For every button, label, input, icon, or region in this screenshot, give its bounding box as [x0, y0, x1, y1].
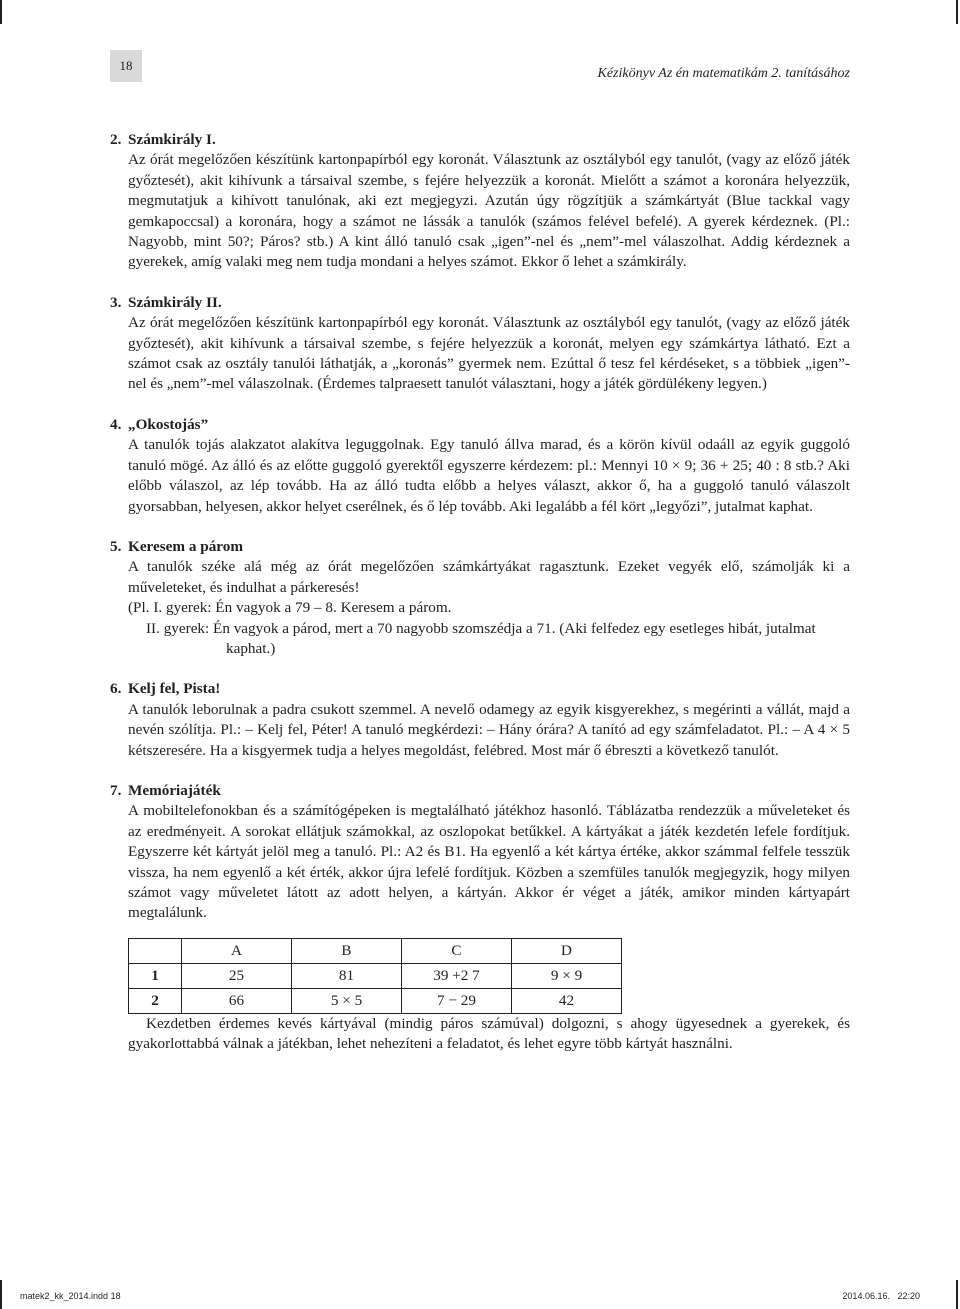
- section-5: [110, 537, 850, 659]
- section-text: A tanulók leborulnak a padra csukott szemmel. A nevelő odamegy az egyik kisgyerekhez, s megérinti a vállát, majd a nevén szólítja. Pl.: – Kelj fel, Péter! A tanuló megkérdezi: – Hány órára? A tanító ad egy számfeladatot. Pl.: – A 4 × 5 kétszeresére. Ha a kisgyermek tudja a helyes megoldást, felébred. Most már ő ébreszti a következő tanulót.: [128, 700, 850, 759]
- table-cell: 25: [182, 963, 292, 988]
- section-heading: 3. Számkirály II.: [110, 293, 222, 311]
- table-cell: 9 × 9: [512, 963, 622, 988]
- crop-mark-bottom-right: [956, 1280, 958, 1309]
- section-text: A mobiltelefonokban és a számítógépeken is megtalálható játékhoz hasonló. Táblázatba rendezzük a műveleteket és az eredményeit. A sorokat ellátjuk számokkal, az oszlopokat betűkkel. A kártyákat a játék kezdetén lefele fordítjuk. Egyszerre két kártyát jelöl meg a tanuló. Pl.: A2 és B1. Ha egyenlő a két kártya értéke, akkor számmal felfele tesszük vissza, ha nem egyenlő a két érték, akkor újra lefelé fordítjuk. Közben a szemfüles tanulók megjegyzik, hogy milyen számot vagy műveletet látott az adott helyen, a kártyán. Akkor ér véget a játék, amikor minden kártyapárt megtalálunk.: [128, 802, 850, 922]
- column-header: A: [182, 938, 292, 963]
- section-4: [110, 415, 850, 517]
- memory-table: [128, 938, 622, 1014]
- section-heading: 6. Kelj fel, Pista!: [110, 680, 221, 698]
- page-number: 18: [110, 50, 142, 82]
- row-header: 1: [129, 963, 182, 988]
- example-line-1: (Pl. I. gyerek: Én vagyok a 79 – 8. Keresem a párom.: [128, 599, 452, 617]
- page-body: [110, 130, 850, 1055]
- section-heading: 4. „Okostojás”: [110, 415, 209, 433]
- example-line-2: II. gyerek: Én vagyok a párod, mert a 70 nagyobb szomszédja a 71. (Aki felfedez egy esetleges hibát, jutalmat kaphat.): [146, 619, 816, 657]
- section-6: [110, 679, 850, 761]
- row-header: 2: [129, 988, 182, 1013]
- section-text: A tanulók tojás alakzatot alakítva leguggolnak. Egy tanuló állva marad, és a körön kívül odaáll az egyik guggoló tanuló mögé. Az álló és az előtte guggoló gyerektől egyszerre kérdezem: pl.: Mennyi 10 × 9; 36 + 25; 40 : 8 stb.? Aki előbb válaszol, az lép tovább. Ha az álló tudta előbb a helyes választ, akkor ő, ha a guggoló tanuló válaszolt gyorsabban, helyesen, akkor helyet cserélnek, és ő lép tovább. Aki legalább a fél kört „legyőzi”, jutalmat kaphat.: [128, 436, 850, 515]
- table-cell: 66: [182, 988, 292, 1013]
- table-cell: 7 − 29: [402, 988, 512, 1013]
- column-header: B: [292, 938, 402, 963]
- running-title: Kézikönyv Az én matematikám 2. tanításához: [597, 66, 850, 81]
- table-row: [129, 988, 622, 1013]
- column-header: C: [402, 938, 512, 963]
- table-row: [129, 963, 622, 988]
- table-cell: 42: [512, 988, 622, 1013]
- crop-mark-top-left: [0, 0, 2, 24]
- section-heading: 2. Számkirály I.: [110, 131, 216, 148]
- section-text: Az órát megelőzően készítünk kartonpapírból egy koronát. Választunk az osztályból egy tanulót, (vagy az előző játék győztesét), akit kihívunk a társaival szembe, s fejére helyezzük a koronát, melyen egy számkártya látható. Ezt a számot csak az osztály tanulói láthatják, a „koronás” gyermek nem. Ezúttal ő tesz fel kérdéseket, s a többiek „igen”-nel és „nem”-mel válaszolnak. (Érdemes talpraesett tanulót választani, hogy a játék gördülékeny legyen.): [128, 314, 850, 393]
- section-3: [110, 293, 850, 395]
- footer-date-slug: 2014.06.16. 22:20: [842, 1291, 920, 1301]
- section-heading: 5. Keresem a párom: [110, 537, 244, 555]
- section-2: [110, 130, 850, 273]
- section-text: Az órát megelőzően készítünk kartonpapírból egy koronát. Választunk az osztályból egy tanulót, (vagy az előző játék győztesét), akit kihívunk a társaival szembe, s fejére helyezzük a koronát. Mielőtt a számot a koronára helyezzük, megmutatjuk a kihívott tanulónak, aki ezt megjegyzi. Azután úgy rögzítjük a számkártyát (Blue tackkal vagy gemkapoccsal) a koronára, hogy a számot ne lássák a tanulók (számos felével befelé). A gyerek kérdeznek. (Pl.: Nagyobb, mint 50?; Páros? stb.) A kint álló tanuló csak „igen”-nel és „nem”-mel válaszolhat. Addig kérdeznek a gyerekek, amíg valaki meg nem tudja mondani a helyes számot. Ekkor ő lehet a számkirály.: [128, 151, 850, 271]
- closing-paragraph: Kezdetben érdemes kevés kártyával (mindig páros számúval) dolgozni, s ahogy ügyesednek a gyerekek, és gyakorlottabbá válnak a játékban, lehet nehezíteni a feladatot, és lehet egyre több kártyát használni.: [128, 1014, 850, 1053]
- table-cell: 39 +2 7: [402, 963, 512, 988]
- column-header: D: [512, 938, 622, 963]
- table-corner-cell: [129, 938, 182, 963]
- section-7: [110, 781, 850, 1055]
- crop-mark-top-right: [956, 0, 958, 24]
- table-header-row: [129, 938, 622, 963]
- section-text: A tanulók széke alá még az órát megelőzően számkártyákat ragasztunk. Ezeket vegyék elő, számolják ki a műveleteket, és indulhat a párkeresés!: [128, 558, 850, 596]
- section-heading: 7. Memóriajáték: [110, 781, 221, 799]
- table-cell: 5 × 5: [292, 988, 402, 1013]
- footer-file-slug: matek2_kk_2014.indd 18: [20, 1291, 121, 1301]
- table-cell: 81: [292, 963, 402, 988]
- crop-mark-bottom-left: [0, 1280, 2, 1309]
